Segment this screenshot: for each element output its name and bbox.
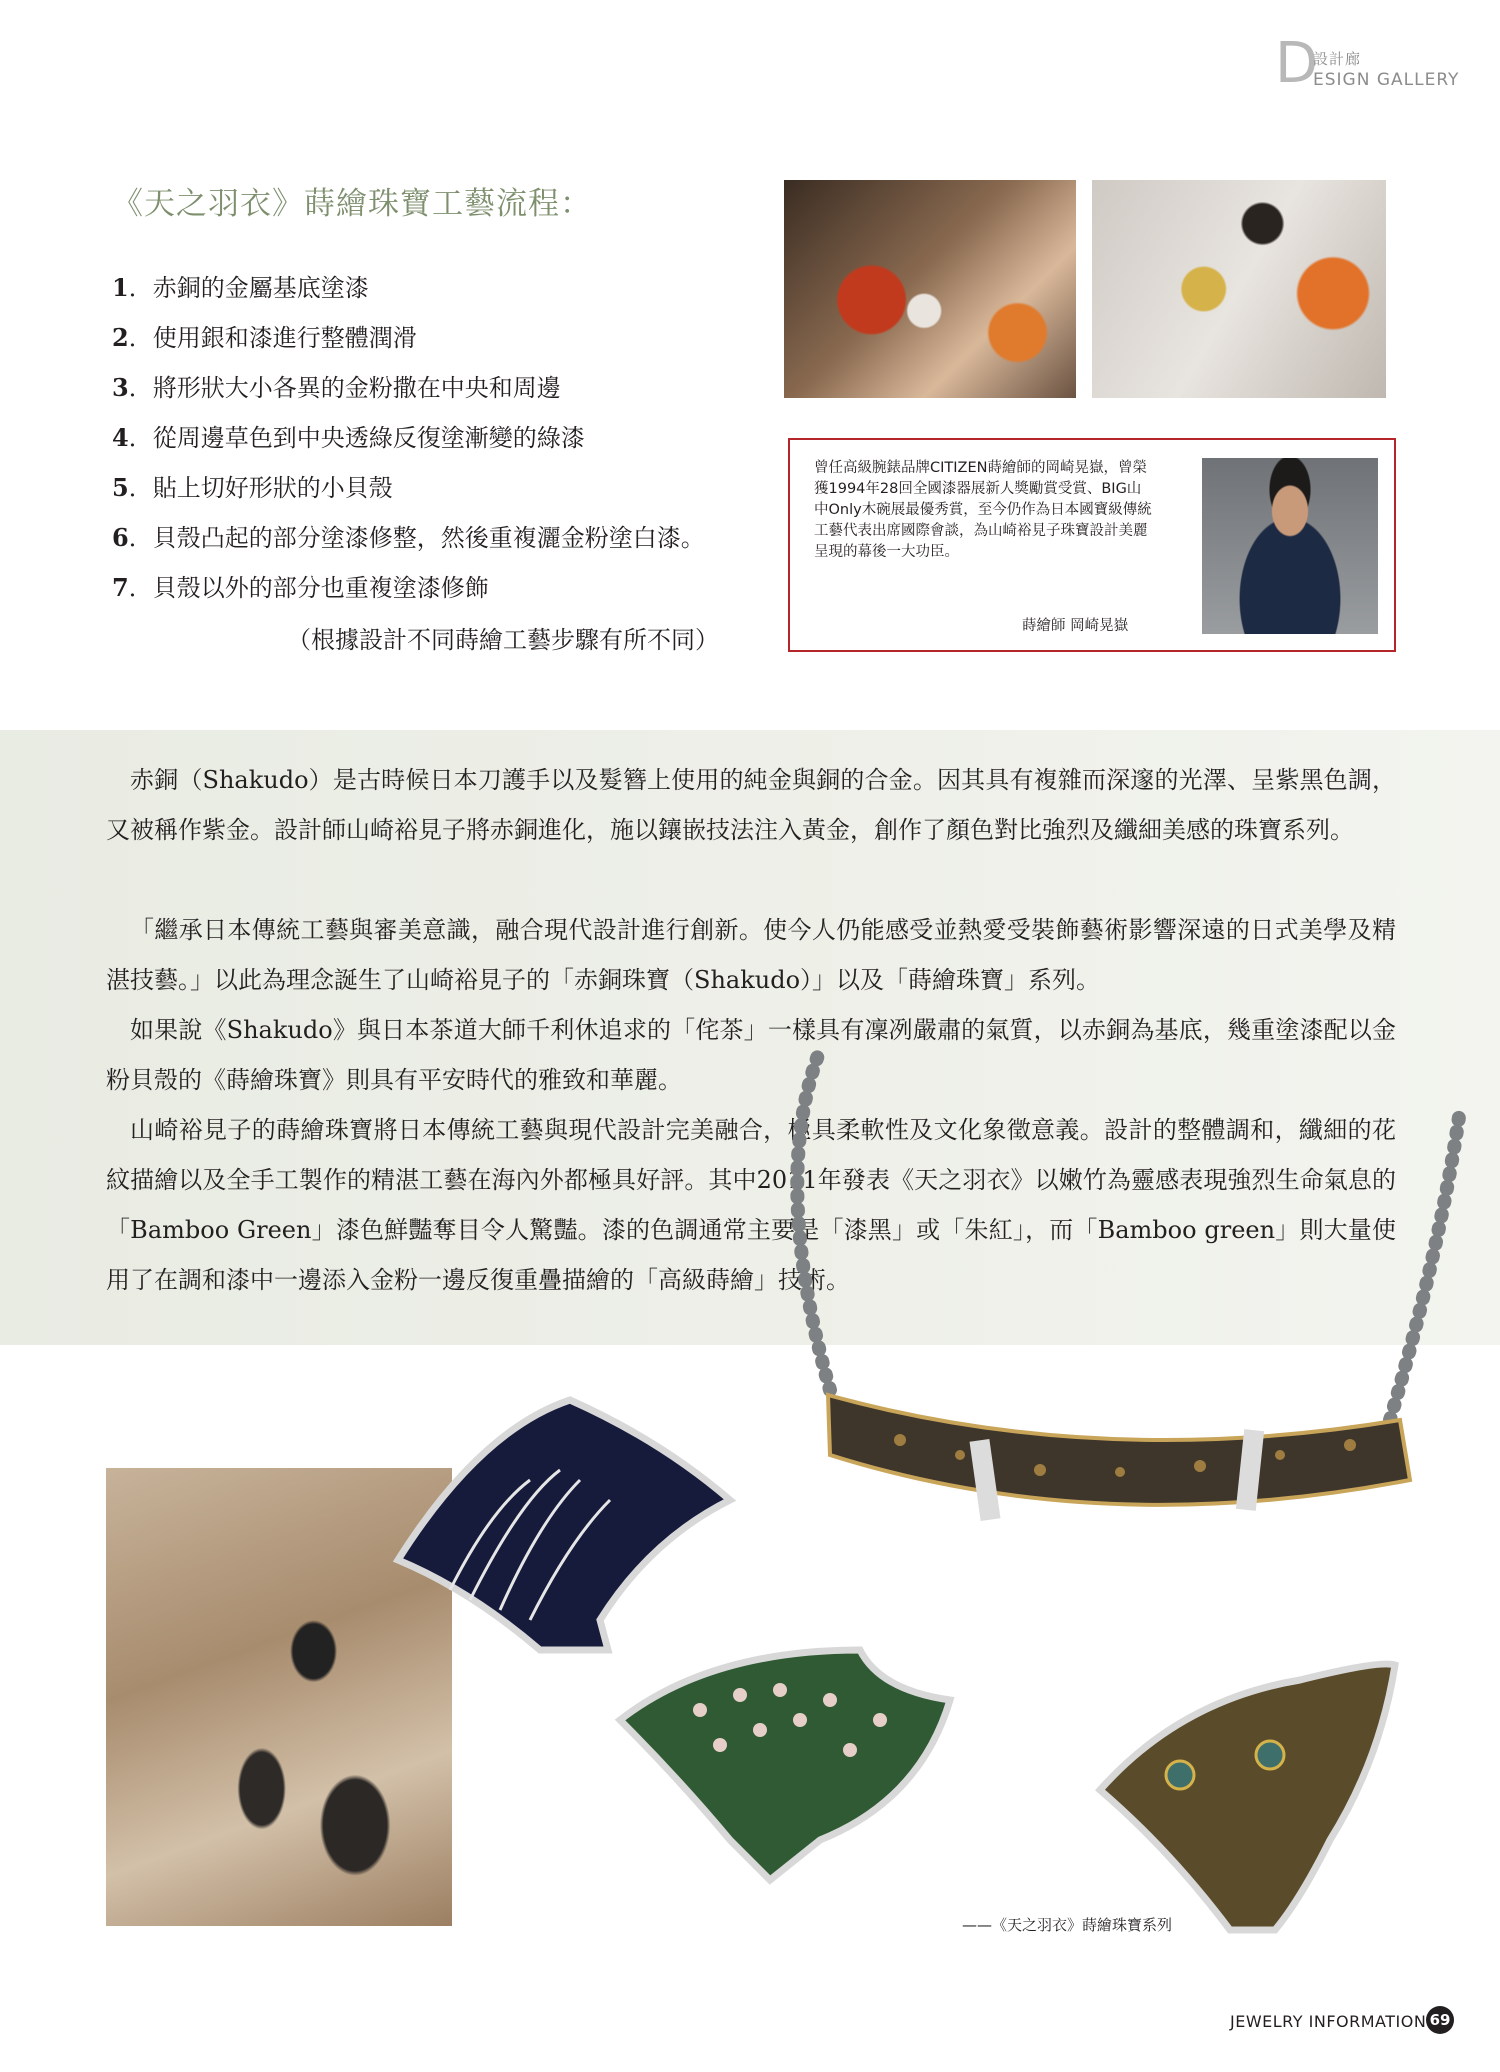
logo-chinese: 設計廊 [1313,50,1362,68]
page-number: 69 [1426,2006,1454,2034]
lacquer-necklace-bar [828,1395,1410,1505]
step-number: 5 [112,473,129,502]
gallery-caption: ——《天之羽衣》蒔繪珠寶系列 [962,1916,1173,1934]
artisan-bio-text: 曾任高級腕錶品牌CITIZEN蒔繪師的岡崎晃嶽，曾榮獲1994年28回全國漆器展新人獎勵賞受賞、BIG山中Only木碗展最優秀賞，至今仍作為日本國寶級傳統工藝代表出席國際會談，為山崎裕見子珠寶設計美麗呈現的幕後一大功臣。 [814,460,1152,560]
step-number: 6 [112,523,129,552]
article-paragraph: 如果說《Shakudo》與日本茶道大師千利休追求的「侘茶」一樣具有凜冽嚴肅的氣質，以赤銅為基底，幾重塗漆配以金粉貝殼的《蒔繪珠寶》則具有平安時代的雅致和華麗。 [106,1016,1396,1094]
peacock-feather-brooch [1100,1664,1395,1930]
navy-fan-brooch [398,1400,730,1650]
logo-english: ESIGN GALLERY [1313,70,1460,90]
footer-magazine-title: JEWELRY INFORMATION [1230,2012,1427,2031]
article-paragraph: 「繼承日本傳統工藝與審美意識，融合現代設計進行創新。使今人仍能感受並熱愛受裝飾藝術影響深遠的日式美學及精湛技藝。」以此為理念誕生了山崎裕見子的「赤銅珠寶（Shakudo）」以及「蒔繪珠寶」系列。 [106,916,1396,994]
step-number: 2 [112,323,129,352]
article-paragraph: 赤銅（Shakudo）是古時候日本刀護手以及髮簪上使用的純金與銅的合金。因其具有複雜而深邃的光澤、呈紫黑色調，又被稱作紫金。設計師山崎裕見子將赤銅進化，施以鑲嵌技法注入黃金，創作了顏色對比強烈及纖細美感的珠寶系列。 [106,766,1396,844]
step-number: 3 [112,373,129,402]
step-text: ．貝殼以外的部分也重複塗漆修飾 [128,574,489,602]
step-text: ．從周邊草色到中央透綠反復塗漸變的綠漆 [128,424,585,452]
step-number: 7 [112,573,129,602]
artisan-signature: 蒔繪師 岡崎晃嶽 [1022,618,1129,634]
process-note: （根據設計不同蒔繪工藝步驟有所不同） [287,626,719,654]
step-text: ．使用銀和漆進行整體潤滑 [128,324,417,352]
pearl-strand-left [797,1050,830,1390]
logo-letter: D [1275,31,1319,96]
process-title: 《天之羽衣》蒔繪珠寶工藝流程： [112,186,592,222]
step-text: ．貝殼凸起的部分塗漆修整，然後重複灑金粉塗白漆。 [128,524,705,552]
step-text: ．將形狀大小各異的金粉撒在中央和周邊 [128,374,561,402]
pearl-strand-right [1390,1110,1460,1420]
step-number: 1 [112,273,129,302]
green-fan-brooch [620,1650,950,1880]
article-paragraph: 山崎裕見子的蒔繪珠寶將日本傳統工藝與現代設計完美融合，極具柔軟性及文化象徵意義。設計的整體調和，纖細的花紋描繪以及全手工製作的精湛工藝在海內外都極具好評。其中2011年發表《天之羽衣》以嫩竹為靈感表現強烈生命氣息的「Bamboo Green」漆色鮮豔奪目令人驚豔。漆的色調通常主要是「漆黑」或「朱紅」，而「Bamboo green」則大量使用了在調和漆中一邊添入金粉一邊反復重疊描繪的「高級蒔繪」技術。 [106,1116,1396,1294]
step-text: ．赤銅的金屬基底塗漆 [128,274,369,302]
step-text: ．貼上切好形狀的小貝殼 [128,474,393,502]
step-number: 4 [112,423,129,452]
